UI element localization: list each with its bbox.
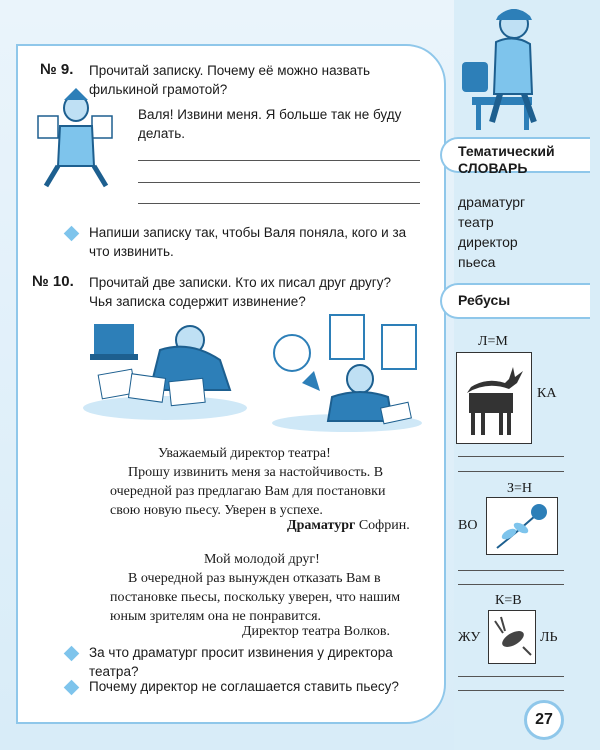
letter-1-line3: свою новую пьесу. Уверен в успехе. [110, 503, 323, 518]
letter-1-signature-title: Драматург [287, 518, 356, 533]
letter-2-signature: Директор театра Волков. [242, 624, 391, 639]
rebus-2-prefix: ВО [458, 518, 478, 533]
vocab-word: пьеса [458, 254, 496, 270]
task-10-question-line2: Чья записка содержит извинение? [89, 294, 306, 309]
task-10-question-line1: Прочитай две записки. Кто их писал друг другу? [89, 275, 391, 290]
task-10-q1-line1: За что драматург просит извинения у директора [89, 645, 393, 660]
playwright-at-desk-illustration [80, 310, 250, 420]
task-9-question-line2: филькиной грамотой? [89, 82, 228, 97]
letter-1-line1: Прошу извинить меня за настойчивость. В [128, 465, 384, 480]
rose-icon [487, 498, 557, 554]
letter-1-line2: очередной раз предлагаю Вам для постановки [110, 484, 386, 499]
letter-1-signature-name: Софрин. [358, 518, 410, 533]
rebus-1-substitution: Л=М [478, 334, 508, 349]
rebus-3-suffix: ЛЬ [540, 630, 558, 645]
letter-1-signature [287, 516, 410, 535]
task-9-note-line1: Валя! Извини меня. Я больше так не буду [138, 107, 402, 122]
rebus-2-picture [486, 497, 558, 555]
vocab-word: театр [458, 214, 494, 230]
answer-line[interactable] [138, 160, 420, 161]
rebus-3-prefix: ЖУ [458, 630, 481, 645]
task-9-question-line1: Прочитай записку. Почему её можно назвать [89, 63, 371, 78]
rebus-1-suffix: КА [537, 386, 557, 401]
letter-2-line3: юным зрителям она не понравится. [110, 609, 322, 624]
rebus-answer-line[interactable] [458, 584, 564, 585]
letter-1-greeting: Уважаемый директор театра! [158, 446, 331, 461]
moose-icon [457, 353, 531, 443]
letter-2-greeting: Мой молодой друг! [204, 552, 320, 567]
letter-2-line1: В очередной раз вынужден отказать Вам в [128, 571, 381, 586]
boy-reading-illustration [36, 86, 116, 191]
rebus-3-substitution: К=В [495, 593, 522, 608]
theatre-director-illustration [262, 313, 432, 433]
crayfish-icon [489, 611, 535, 663]
dictionary-title-line1: Тематический [458, 143, 555, 159]
rebus-answer-line[interactable] [458, 456, 564, 457]
rebus-answer-line[interactable] [458, 676, 564, 677]
answer-line[interactable] [138, 182, 420, 183]
task-10-q1-line2: театра? [89, 664, 139, 679]
rebus-answer-line[interactable] [458, 570, 564, 571]
page-number: 27 [524, 700, 564, 740]
task-9-number: № 9. [40, 61, 74, 78]
task-10-q2: Почему директор не соглашается ставить пьесу? [89, 679, 399, 694]
rebus-2-substitution: З=Н [507, 481, 533, 496]
rebus-3-picture [488, 610, 536, 664]
task-9-instruction-line1: Напиши записку так, чтобы Валя поняла, кого и за [89, 225, 407, 240]
vocab-word: драматург [458, 194, 526, 210]
dictionary-title-line2: СЛОВАРЬ [458, 160, 528, 176]
task-9-note-line2: делать. [138, 126, 185, 141]
vocab-word: директор [458, 234, 518, 250]
task-9-instruction-line2: что извинить. [89, 244, 174, 259]
rebus-answer-line[interactable] [458, 690, 564, 691]
rebus-title: Ребусы [458, 292, 511, 308]
letter-2-line2: постановке пьесы, поскольку уверен, что нашим [110, 590, 401, 605]
task-10-number: № 10. [32, 273, 74, 290]
answer-line[interactable] [138, 203, 420, 204]
boy-on-chair-illustration [452, 2, 562, 132]
rebus-answer-line[interactable] [458, 471, 564, 472]
rebus-1-picture [456, 352, 532, 444]
